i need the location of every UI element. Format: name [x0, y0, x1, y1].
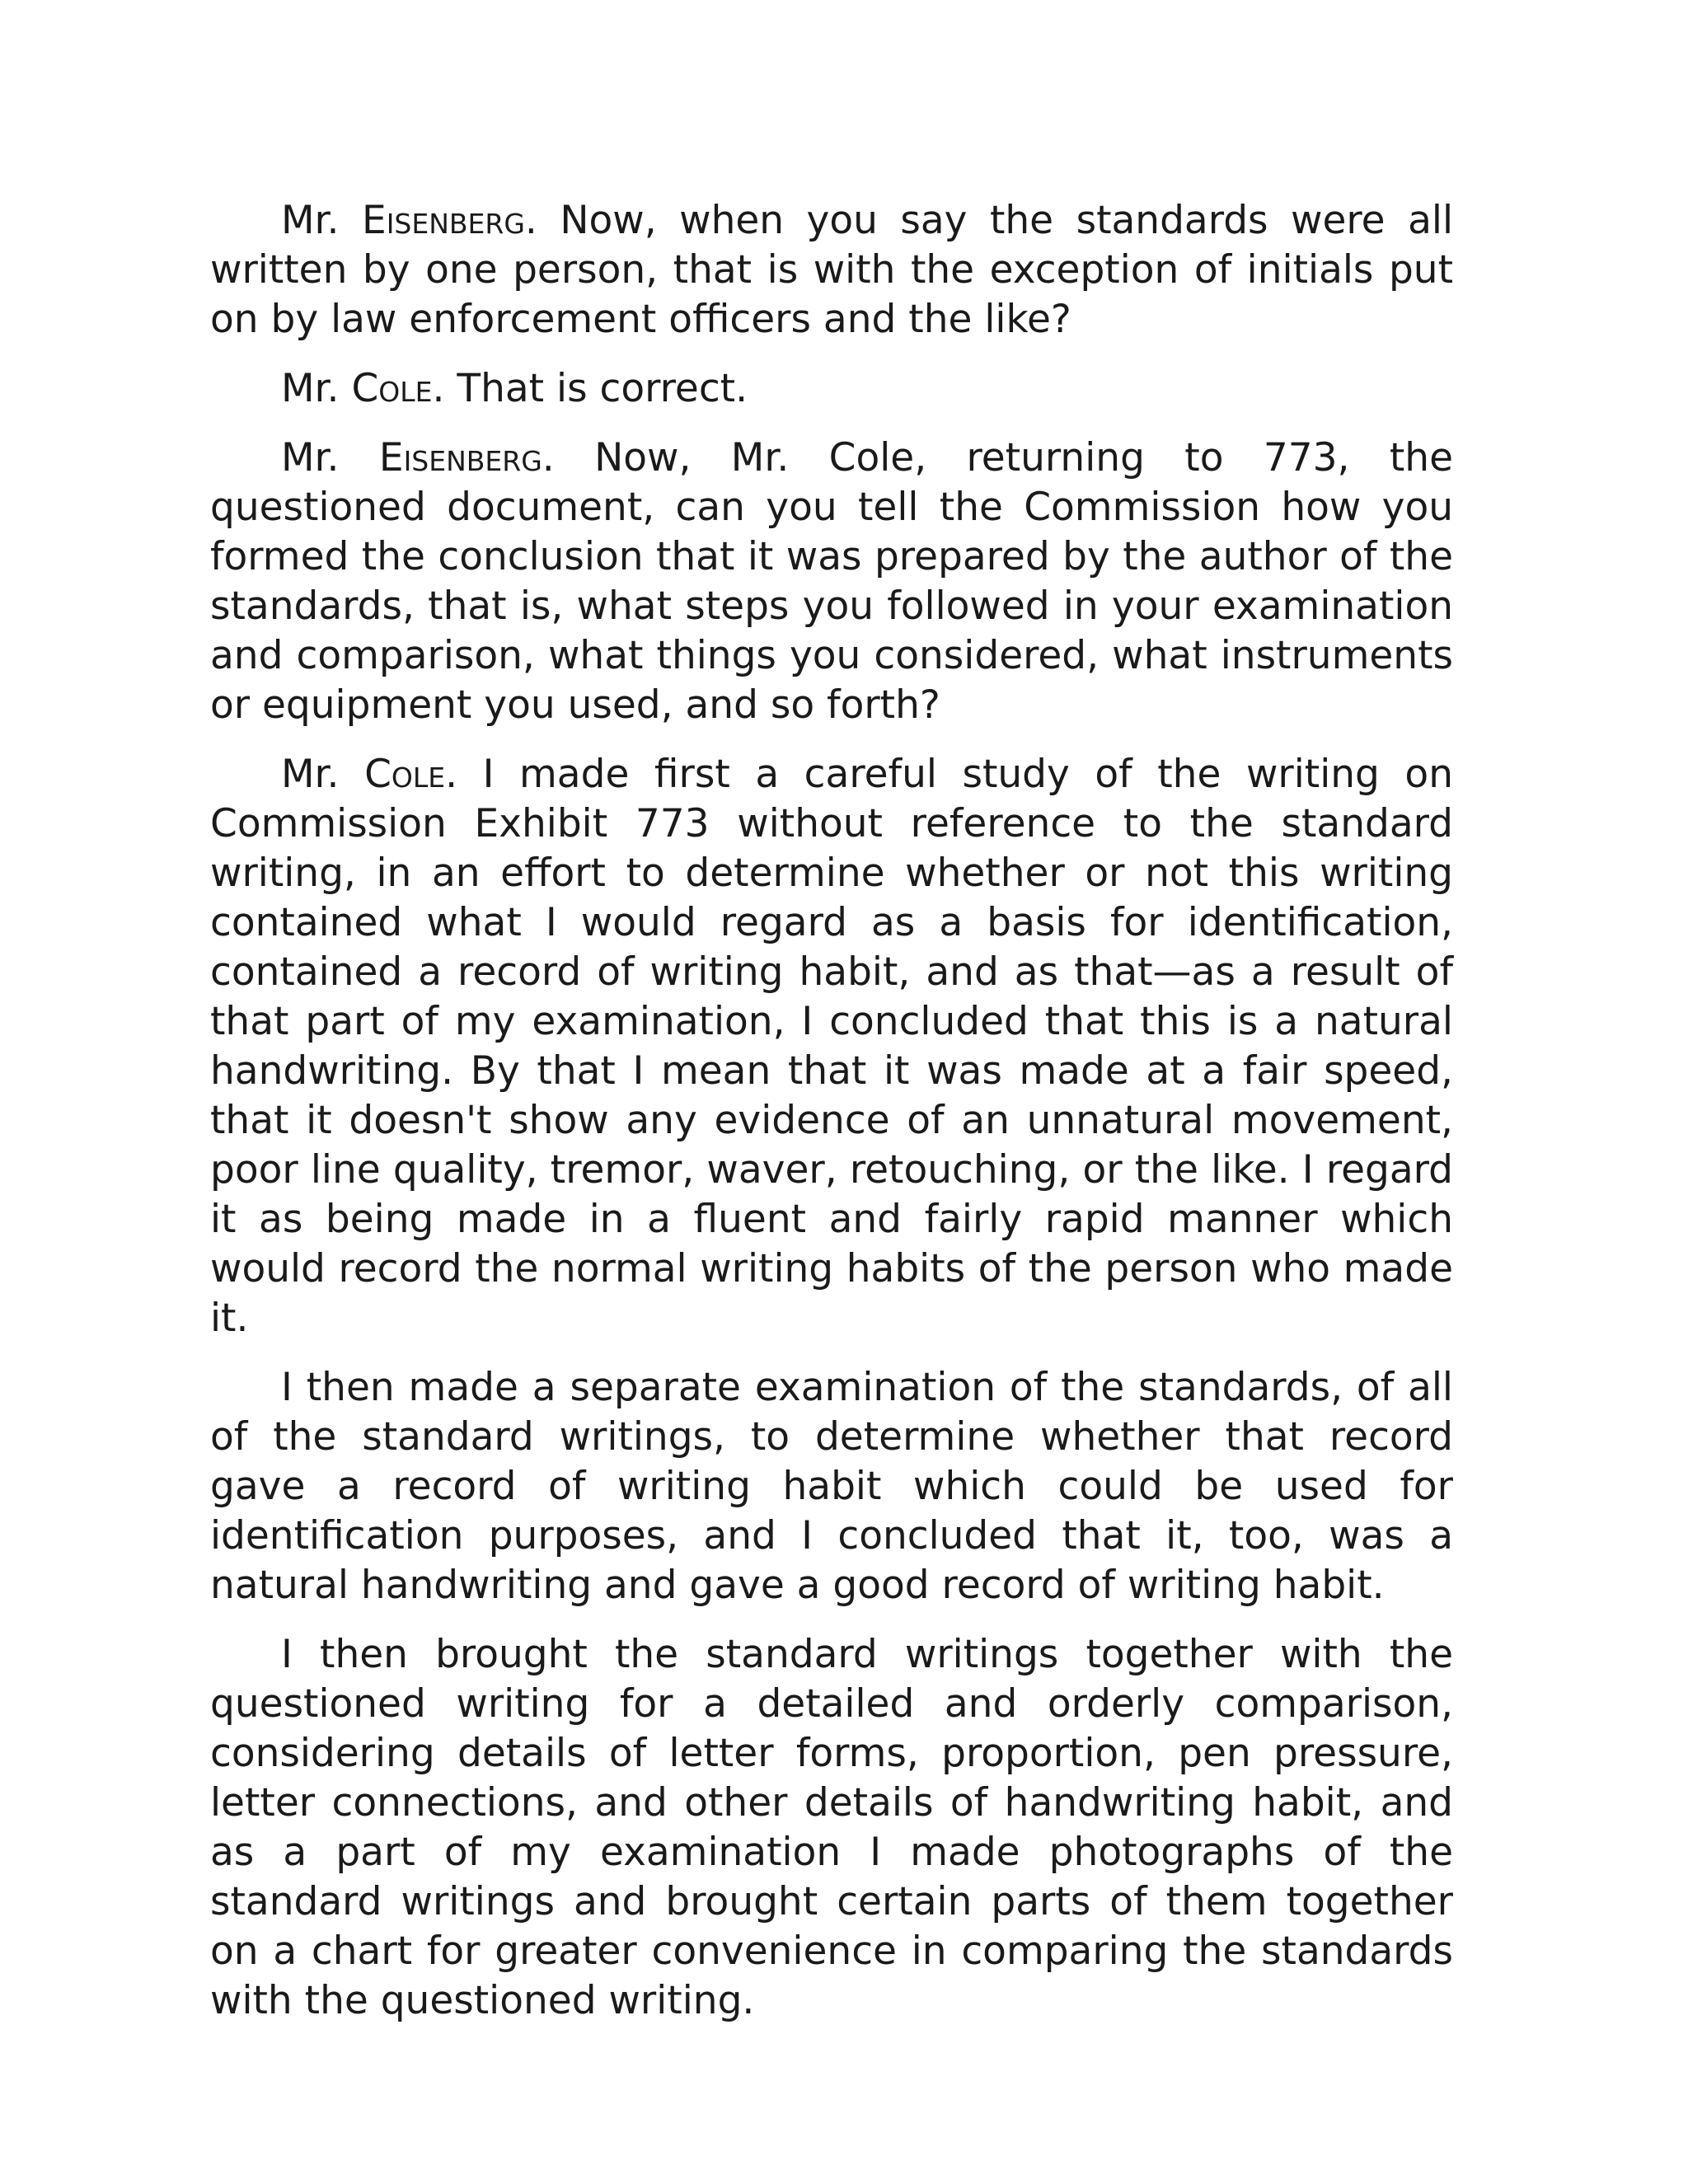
testimony-paragraph: Mr. Eisenberg. Now, Mr. Cole, returning to 773, the questioned document, can you tell the Commission how you formed the conclusion that it was prepared by the author of the standards, that is, what steps you followed in your examination and comparison, what things you considered, what instruments or equipment you used, and so forth?: [210, 435, 1453, 728]
speaker-name: Eisenberg: [378, 435, 542, 480]
testimony-paragraph: Mr. Cole. I made first a careful study of the writing on Commission Exhibit 773 without reference to the standard writing, in an effort to determine whether or not this writing contained what I would regard as a basis for identification, contained a record of writing habit, and as that—as a result of that part of my examination, I concluded that this is a natural handwriting. By that I mean that it was made at a fair speed, that it doesn't show any evidence of an unnatural movement, poor line quality, tremor, waver, retouching, or the like. I regard it as being made in a fluent and fairly rapid manner which would record the normal writing habits of the person who made it.: [210, 752, 1453, 1341]
testimony-paragraph: Mr. Cole. That is correct.: [281, 366, 748, 411]
speaker-title: Mr.: [281, 366, 340, 411]
testimony-paragraph: [210, 1630, 1453, 2026]
testimony-paragraph: [210, 1363, 1453, 1610]
testimony-paragraph: Mr. Eisenberg. Now, when you say the standards were all written by one person, that is with the exception of initials put on by law enforcement officers and the like?: [210, 198, 1453, 342]
paragraph-text: Now, when you say the standards were all written by one person, that is with the exception of initials put on by law enforcement officers and the like?: [210, 198, 1453, 342]
speaker-title: Mr.: [281, 752, 340, 797]
paragraph-text: I then brought the standard writings together with the questioned writing for a detailed and orderly comparison, considering details of letter forms, proportion, pen pressure, letter connections, and other details of handwriting habit, and as a part of my examination I made photographs of the standard writings and brought certain parts of them together on a chart for greater convenience in comparing the standards with the questioned writing.: [210, 1632, 1453, 2023]
paragraph-text: That is correct.: [444, 366, 748, 411]
paragraph-text: I made first a careful study of the writing on Commission Exhibit 773 without reference to the standard writing, in an effort to determine whether or not this writing contained what I would regard as a basis for identification, contained a record of writing habit, and as that—as a result of that part of my examination, I concluded that this is a natural handwriting. By that I mean that it was made at a fair speed, that it doesn't show any evidence of an unnatural movement, poor line quality, tremor, waver, retouching, or the like. I regard it as being made in a fluent and fairly rapid manner which would record the normal writing habits of the person who made it.: [210, 752, 1453, 1341]
speaker-name: Cole: [351, 366, 433, 411]
paragraph-text: I then made a separate examination of the standards, of all of the standard writings, to determine whether that record gave a record of writing habit which could be used for identification purposes, and I concluded that it, too, was a natural handwriting and gave a good record of writing habit.: [210, 1365, 1453, 1608]
paragraph-text: Now, Mr. Cole, returning to 773, the questioned document, can you tell the Commission how you formed the conclusion that it was prepared by the author of the standards, that is, what steps you followed in your examination and comparison, what things you considered, what instruments or equipment you used, and so forth?: [210, 435, 1453, 728]
speaker-name: Cole: [364, 752, 446, 797]
speaker-name: Eisenberg: [362, 198, 525, 243]
speaker-title: Mr.: [281, 198, 340, 243]
transcript-page: [210, 196, 1453, 2046]
speaker-title: Mr.: [281, 435, 340, 480]
